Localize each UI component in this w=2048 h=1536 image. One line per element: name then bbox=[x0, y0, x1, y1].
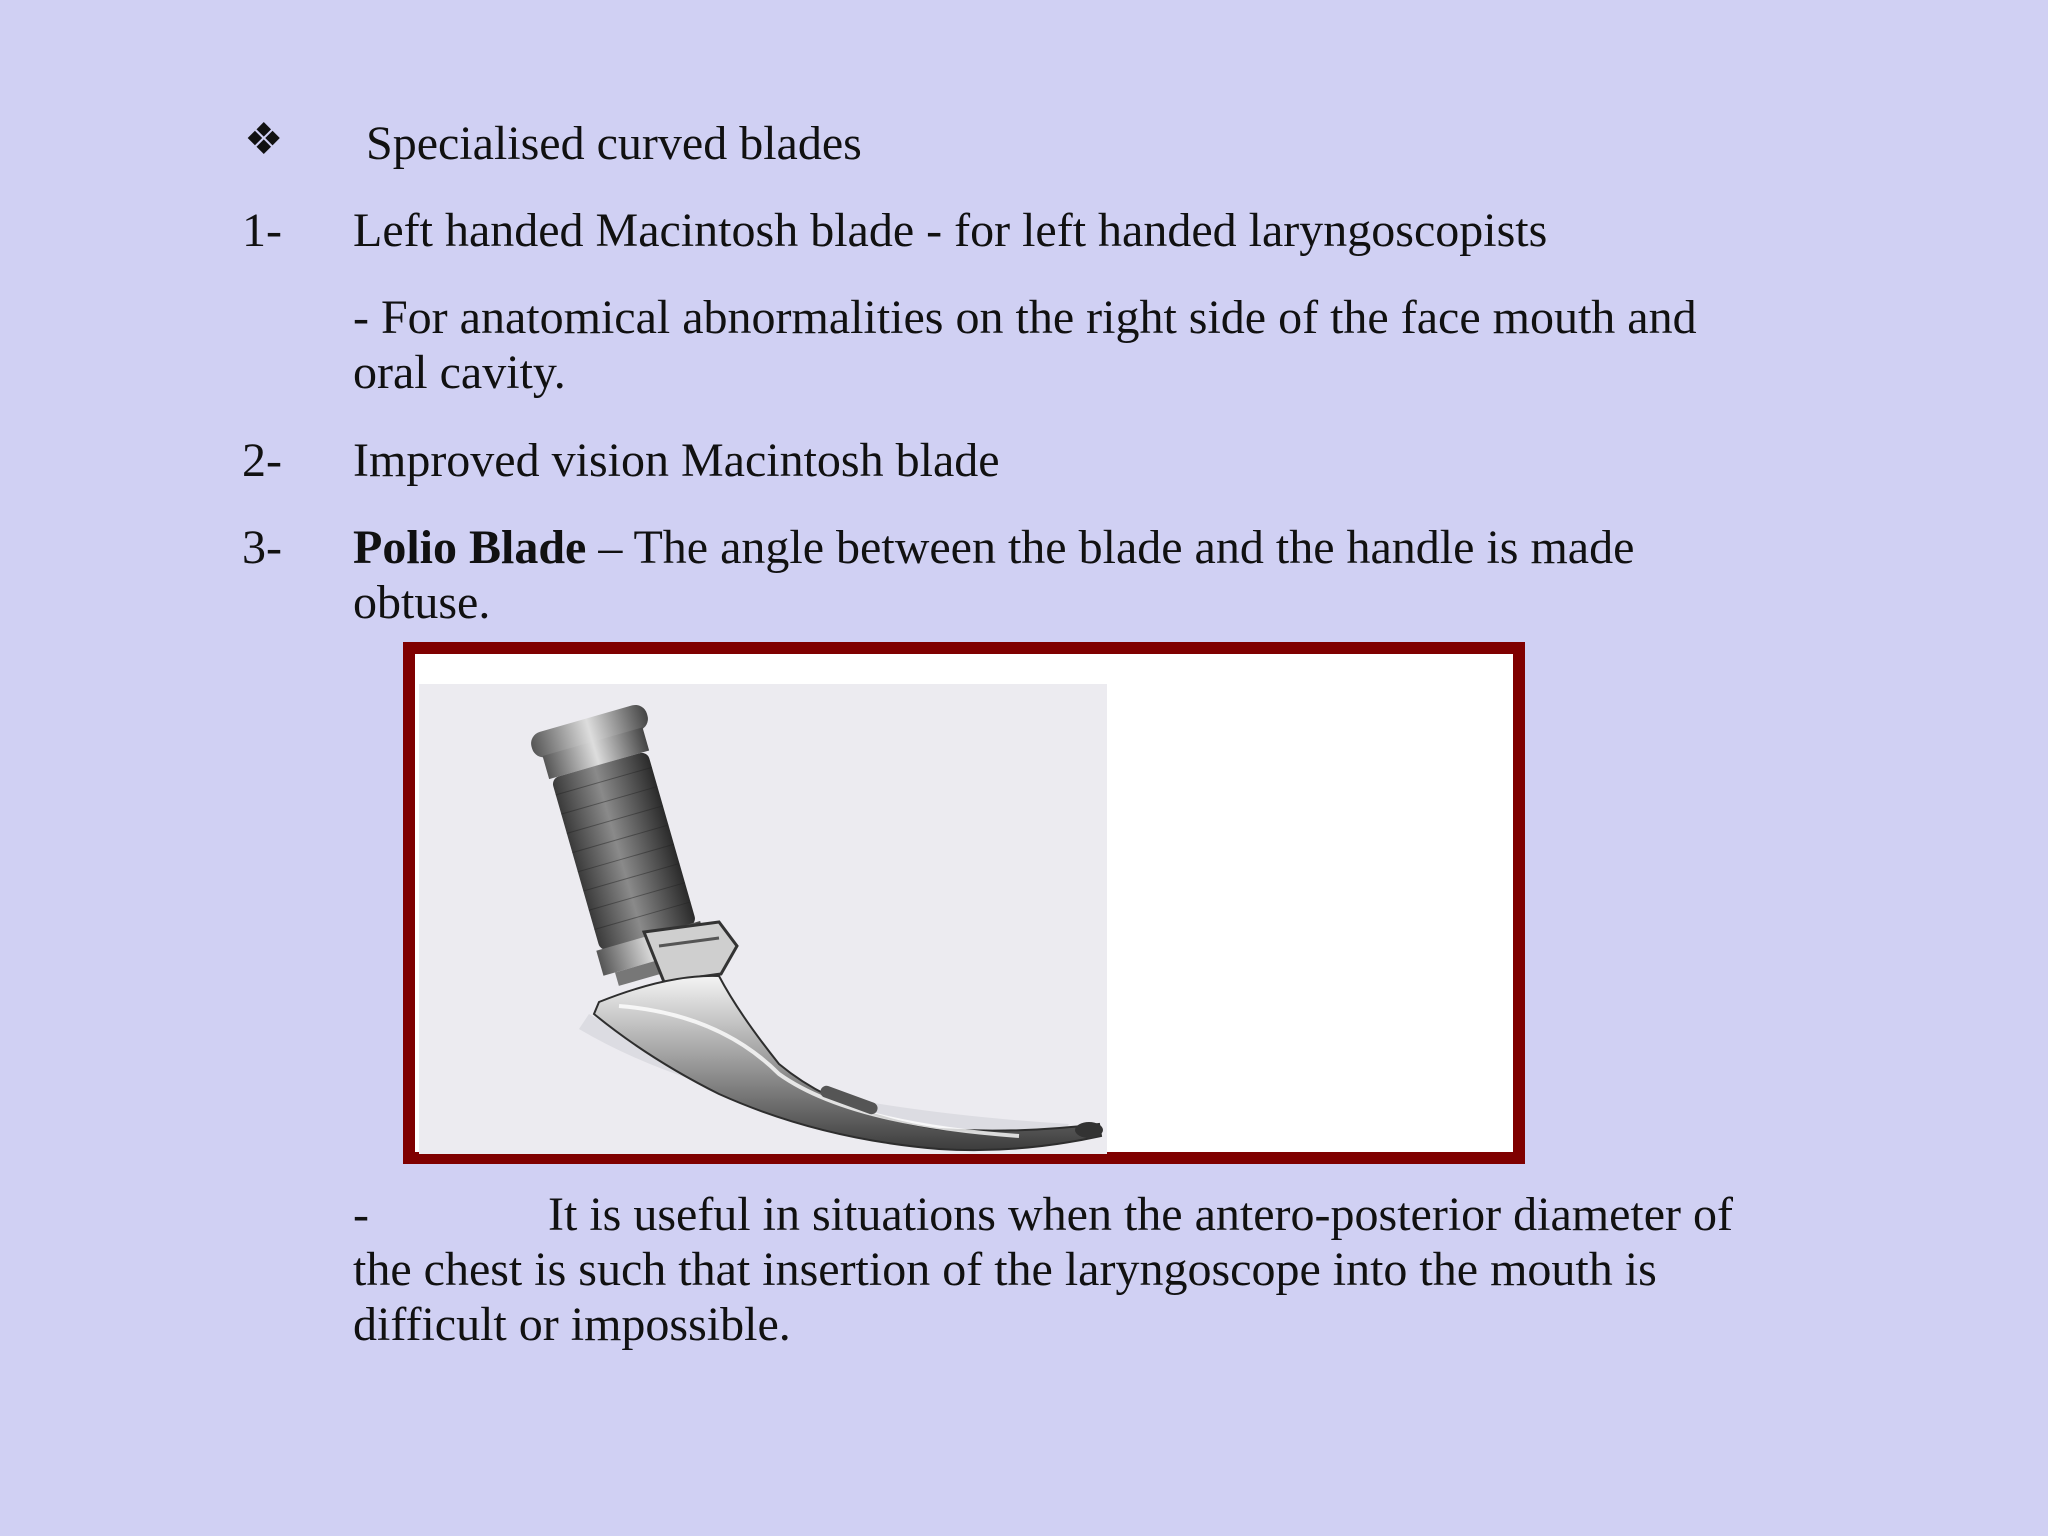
item-1-sub-line-1: - For anatomical abnormalities on the right side of the face mouth and bbox=[353, 291, 1697, 344]
figure-frame bbox=[403, 642, 1525, 1164]
item-1-text: Left handed Macintosh blade - for left handed laryngoscopists bbox=[353, 204, 1548, 257]
item-2-number: 2- bbox=[242, 434, 282, 487]
item-3-text-line-2: obtuse. bbox=[353, 576, 491, 629]
diamond-bullet-icon: ❖ bbox=[244, 115, 284, 164]
item-3-bold-term: Polio Blade bbox=[353, 521, 587, 574]
note-line-2: the chest is such that insertion of the laryngoscope into the mouth is bbox=[353, 1243, 1657, 1296]
heading: Specialised curved blades bbox=[366, 117, 862, 170]
item-3-text bbox=[353, 520, 1634, 576]
item-3-description: – The angle between the blade and the handle is made bbox=[586, 521, 1635, 574]
polio-blade-laryngoscope-photo bbox=[419, 684, 1107, 1154]
note-line-1: It is useful in situations when the antero-posterior diameter of bbox=[548, 1188, 1734, 1241]
item-1-number: 1- bbox=[242, 204, 282, 257]
laryngoscope-illustration bbox=[419, 684, 1107, 1154]
note-line-3: difficult or impossible. bbox=[353, 1298, 791, 1351]
item-3-number: 3- bbox=[242, 521, 282, 574]
item-1-sub-line-2: oral cavity. bbox=[353, 346, 566, 399]
note-dash: - bbox=[353, 1188, 369, 1241]
item-2-text: Improved vision Macintosh blade bbox=[353, 434, 1000, 487]
